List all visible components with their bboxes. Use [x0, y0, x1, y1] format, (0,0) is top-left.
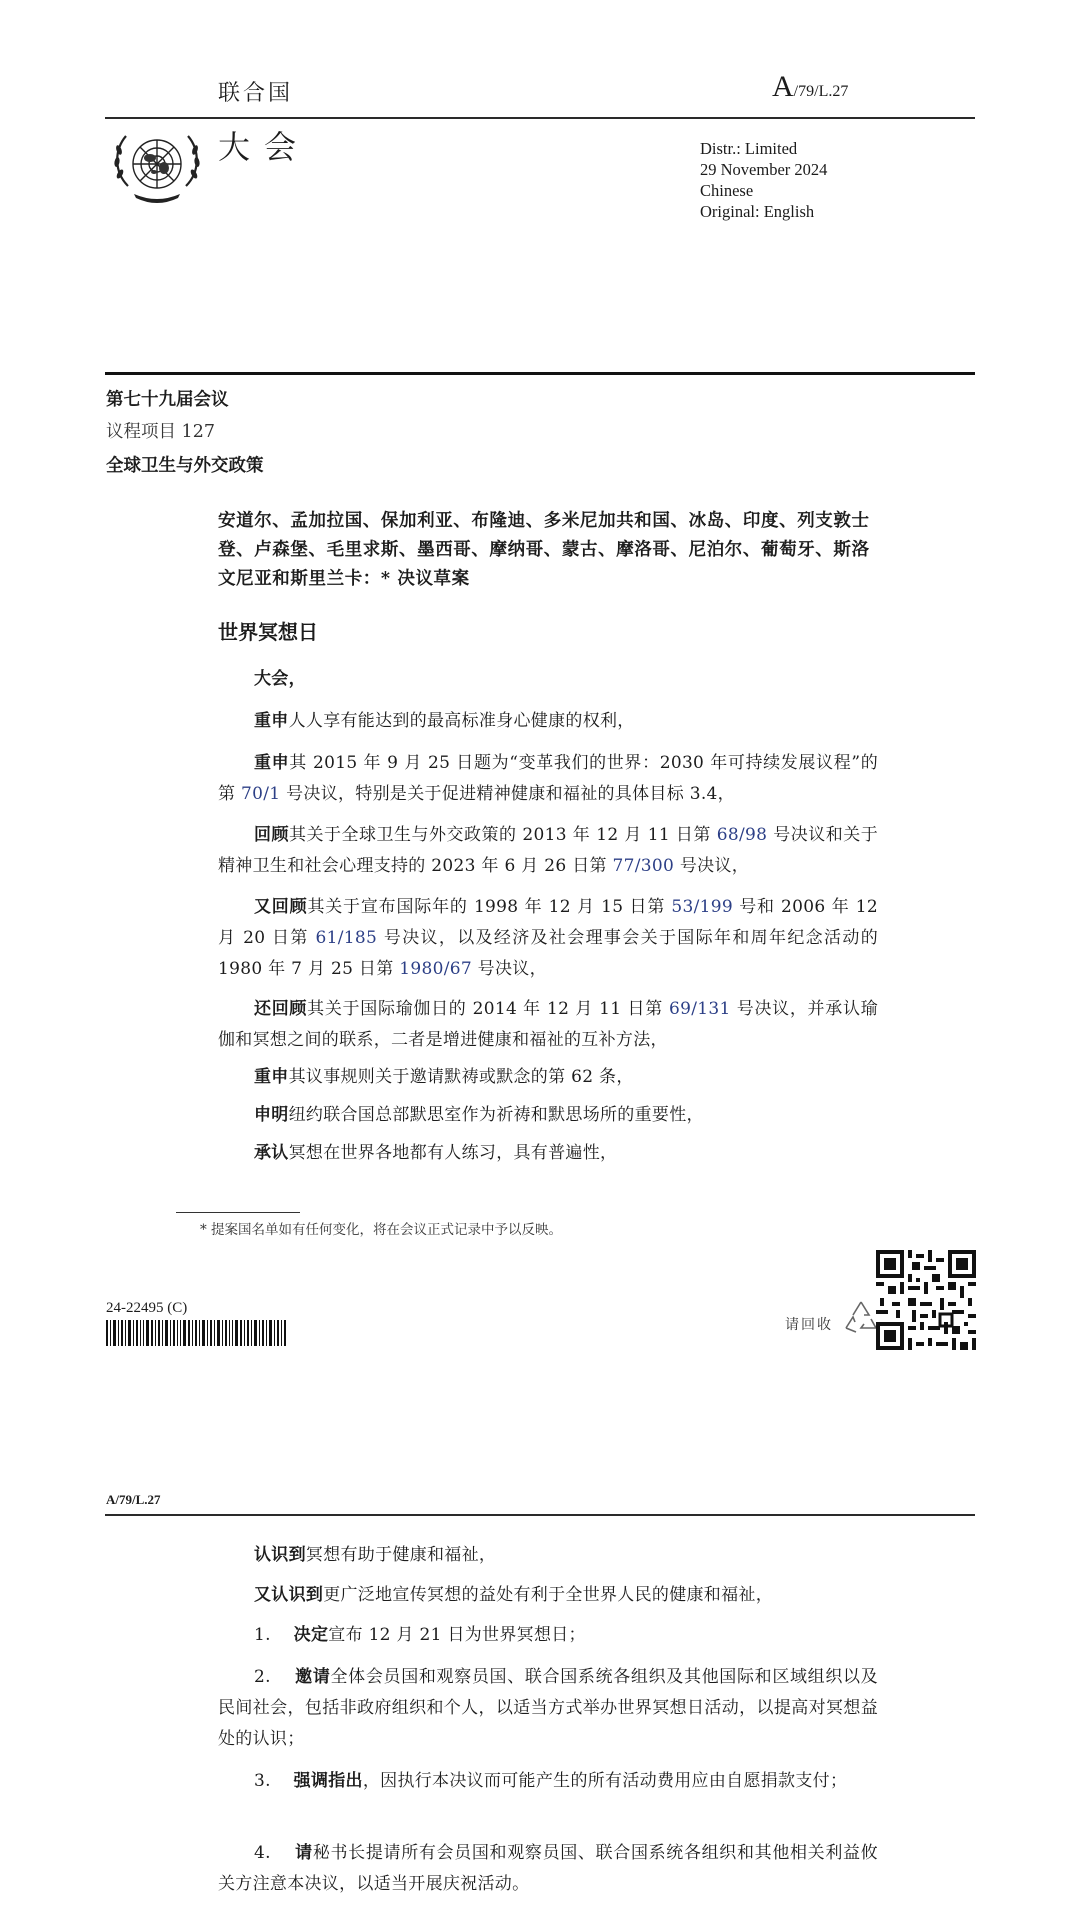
operative-number: 2.: [254, 1667, 271, 1687]
paragraph-text: 号决议，: [471, 959, 547, 979]
footnote: * 提案国名单如有任何变化，将在会议正式记录中予以反映。: [200, 1222, 563, 1238]
paragraph-text: 号和 2006 年 12 月 20 日第: [218, 897, 878, 948]
paragraph-keyword: 又认识到: [254, 1585, 324, 1605]
paragraph-keyword: 重申: [254, 711, 289, 731]
page2-header-rule: [105, 1514, 975, 1516]
paragraph-reaffirm-health: [218, 706, 878, 737]
paragraph-text: 其议事规则关于邀请默祷或默念的第 62 条，: [288, 1067, 634, 1087]
operative-number: 3.: [254, 1771, 271, 1791]
paragraph-keyword: 重申: [254, 753, 290, 773]
distribution-status: Distr.: Limited: [700, 139, 798, 158]
paragraph-meditation-room: [218, 1100, 878, 1131]
session-rule: [105, 372, 975, 375]
paragraph-text: ，因执行本决议而可能产生的所有活动费用应由自愿捐款支付；: [362, 1771, 848, 1791]
qr-code-icon: [876, 1250, 976, 1350]
paragraph-keyword: 邀请: [295, 1667, 331, 1687]
paragraph-text: 宣布 12 月 21 日为世界冥想日；: [328, 1625, 586, 1645]
paragraph-text: 其关于国际瑜伽日的 2014 年 12 月 11 日第: [307, 999, 670, 1019]
paragraph-recall-international-years: [218, 892, 878, 985]
paragraph-keyword: 请: [295, 1843, 313, 1863]
paragraph-recall-health: [218, 820, 878, 882]
operative-paragraph-4: [218, 1838, 878, 1900]
resolution-link-61-185[interactable]: 61/185: [315, 928, 378, 948]
un-emblem-icon: [108, 124, 206, 210]
document-symbol: [772, 70, 848, 104]
agenda-item: 议程项目 127: [106, 422, 215, 442]
paragraph-text: 号决议，并承认瑜伽和冥想之间的联系，二者是增进健康和福祉的互补方法，: [218, 999, 878, 1050]
paragraph-keyword: 决定: [293, 1625, 329, 1645]
paragraph-text: 冥想在世界各地都有人练习，具有普遍性，: [288, 1143, 618, 1163]
paragraph-rule-62: [218, 1062, 878, 1093]
document-job-number: 24-22495 (C): [106, 1300, 188, 1316]
document-symbol-rest: /79/L.27: [793, 83, 849, 100]
distribution-block: [700, 138, 827, 222]
resolution-link-53-199[interactable]: 53/199: [671, 897, 733, 917]
resolution-link-77-300[interactable]: 77/300: [612, 856, 675, 876]
paragraph-keyword: 还回顾: [254, 999, 308, 1019]
paragraph-text: 号决议，以及经济及社会理事会关于国际年和周年纪念活动的 1980 年 7 月 25 日第: [218, 928, 878, 979]
paragraph-universal-practice: [218, 1138, 878, 1169]
resolution-link-68-98[interactable]: 68/98: [716, 825, 768, 845]
paragraph-text: 其 2015 年 9 月 25 日题为“变革我们的世界：2030 年可持续发展议程”的第: [218, 753, 878, 804]
paragraph-text: 更广泛地宣传冥想的益处有利于全世界人民的健康和福祉，: [323, 1585, 774, 1605]
paragraph-keyword: 重申: [254, 1067, 289, 1087]
paragraph-text: 号决议和关于精神卫生和社会心理支持的 2023 年 6 月 26 日第: [218, 825, 879, 876]
paragraph-keyword: 回顾: [254, 825, 290, 845]
operative-number: 1.: [254, 1625, 271, 1645]
document-language: Chinese: [700, 181, 754, 200]
sponsors-list: 安道尔、孟加拉国、保加利亚、布隆迪、多米尼加共和国、冰岛、印度、列支敦士登、卢森堡、毛里求斯、墨西哥、摩纳哥、蒙古、摩洛哥、尼泊尔、葡萄牙、斯洛文尼亚和斯里兰卡：* 决议草案: [218, 511, 870, 589]
paragraph-text: 全体会员国和观察员国、联合国系统各组织及其他国际和区域组织以及民间社会，包括非政府组织和个人，以适当方式举办世界冥想日活动，以提高对冥想益处的认识；: [218, 1667, 878, 1749]
operative-paragraph-3: [218, 1766, 878, 1797]
barcode-icon: [106, 1320, 286, 1346]
paragraph-text: 人人享有能达到的最高标准身心健康的权利，: [288, 711, 635, 731]
original-language: Original: English: [700, 202, 815, 221]
resolution-link-1980-67[interactable]: 1980/67: [399, 959, 472, 979]
paragraph-text: 其关于全球卫生与外交政策的 2013 年 12 月 11 日第: [289, 825, 717, 845]
resolution-title: 世界冥想日: [218, 620, 318, 644]
recycle-label: 请回收: [785, 1317, 833, 1333]
paragraph-recognize-awareness: [218, 1580, 878, 1611]
paragraph-keyword: 承认: [254, 1143, 289, 1163]
paragraph-text: 秘书长提请所有会员国和观察员国、联合国系统各组织和其他相关利益攸关方注意本决议，以适当开展庆祝活动。: [218, 1843, 878, 1894]
assembly-title: 大会: [218, 128, 311, 166]
document-symbol-prefix: A: [772, 70, 794, 103]
session-name: 第七十九届会议: [106, 390, 229, 410]
paragraph-keyword: 申明: [254, 1105, 289, 1125]
resolution-link-70-1[interactable]: 70/1: [241, 784, 281, 804]
paragraph-text: 号决议，: [674, 856, 750, 876]
footnote-rule: [176, 1212, 300, 1213]
paragraph-recall-yoga: [218, 994, 878, 1056]
paragraph-keyword: 认识到: [254, 1545, 306, 1565]
paragraph-keyword: 强调指出: [293, 1771, 363, 1791]
operative-paragraph-2: [218, 1662, 878, 1755]
organization-name: 联合国: [218, 81, 294, 106]
page2-document-symbol: A/79/L.27: [106, 1492, 161, 1507]
agenda-item-title: 全球卫生与外交政策: [106, 456, 264, 476]
operative-number: 4.: [254, 1843, 271, 1863]
document-date: 29 November 2024: [700, 160, 828, 179]
paragraph-keyword: 又回顾: [254, 897, 308, 917]
paragraph-recognize-health: [218, 1540, 878, 1571]
preamble-lead: 大会，: [254, 669, 306, 689]
operative-paragraph-1: [218, 1620, 878, 1651]
paragraph-text: 冥想有助于健康和福祉，: [305, 1545, 497, 1565]
resolution-link-69-131[interactable]: 69/131: [669, 999, 731, 1019]
paragraph-reaffirm-2030: [218, 748, 878, 810]
paragraph-text: 纽约联合国总部默思室作为祈祷和默思场所的重要性，: [288, 1105, 704, 1125]
paragraph-text: 号决议，特别是关于促进精神健康和福祉的具体目标 3.4，: [280, 784, 735, 804]
header-rule: [105, 117, 975, 119]
paragraph-text: 其关于宣布国际年的 1998 年 12 月 15 日第: [307, 897, 672, 917]
